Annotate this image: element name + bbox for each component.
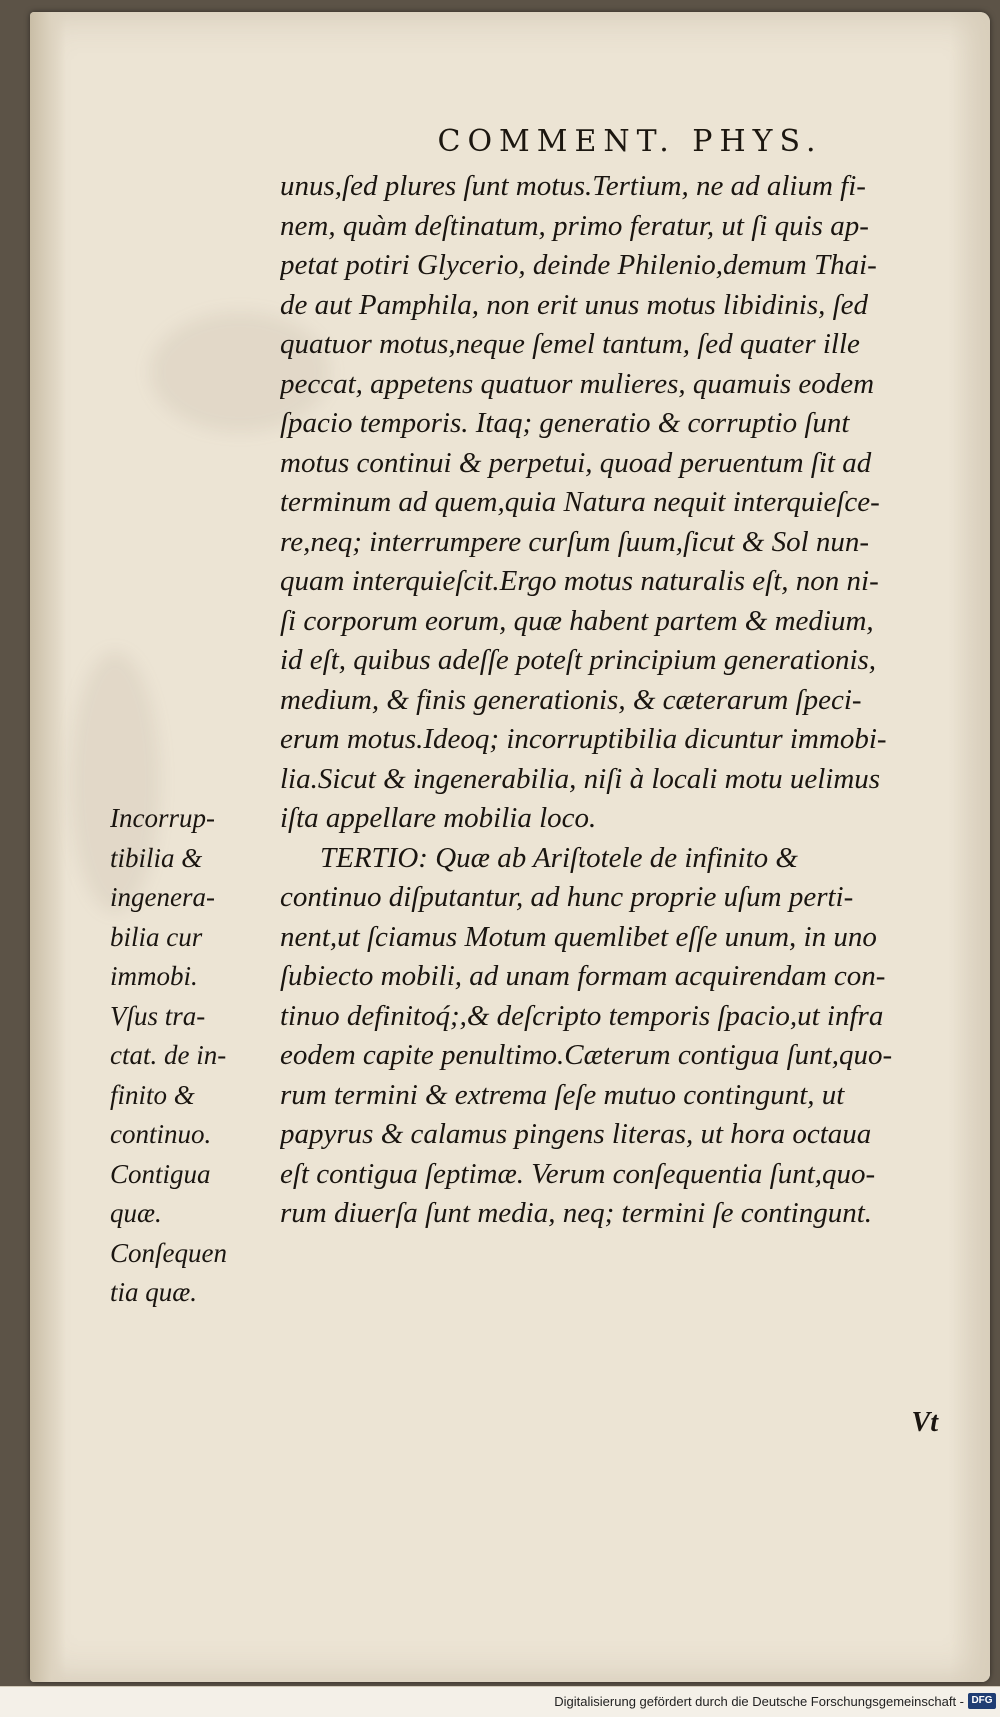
running-head: COMMENT. PHYS. <box>437 124 823 159</box>
marginal-note-line: Vſus tra- <box>110 1000 206 1031</box>
text-line: erum motus.Ideoq; incorruptibilia dicuntur immobi- <box>280 723 887 755</box>
marginal-note-line: Incorrup- <box>110 803 215 833</box>
text-line: rum diuerſa ſunt media, neq; termini ſe contingunt. <box>280 1197 873 1229</box>
text-line: peccat, appetens quatuor mulieres, quamuis eodem <box>280 367 875 400</box>
marginal-note-line: immobi. <box>110 961 198 991</box>
text-line: papyrus & calamus pingens literas, ut hora octaua <box>280 1118 872 1150</box>
marginal-note-line: ctat. de in- <box>110 1040 227 1070</box>
marginal-note-line: quæ. <box>110 1198 162 1228</box>
main-text-block <box>280 167 940 1234</box>
funding-credit: Digitalisierung gefördert durch die Deutsche Forschungsgemeinschaft - <box>554 1694 964 1709</box>
text-line: eſt contigua ſeptimæ. Verum conſequentia ſunt,quo- <box>280 1157 876 1190</box>
marginal-note-line: continuo. <box>110 1119 212 1149</box>
marginal-note-line: bilia cur <box>110 921 203 952</box>
page-gutter <box>30 12 66 1682</box>
marginal-note-line: tibilia & <box>110 842 203 873</box>
digitization-footer <box>0 1686 1000 1717</box>
text-line: motus continui & perpetui, quoad peruentum ſit ad <box>280 446 872 479</box>
text-line: continuo diſputantur, ad hunc proprie uſum perti- <box>280 881 854 913</box>
text-line: terminum ad quem,quia Natura nequit interquieſce- <box>280 486 880 518</box>
text-line: lia.Sicut & ingenerabilia, niſi à locali motu uelimus <box>280 762 881 795</box>
marginal-note-line: Conſequen <box>110 1237 227 1268</box>
marginal-note-line: tia quæ. <box>110 1277 198 1307</box>
text-line: quam interquieſcit.Ergo motus naturalis eſt, non ni- <box>280 565 879 597</box>
text-line: medium, & finis generationis, & cæterarum ſpeci- <box>280 683 862 716</box>
text-line: de aut Pamphila, non erit unus motus libidinis, ſed <box>280 288 869 321</box>
text-line: nent,ut ſciamus Motum quemlibet eſſe unum, in uno <box>280 920 877 953</box>
text-line: re,neq; interrumpere curſum ſuum,ſicut & Sol nun- <box>280 525 870 558</box>
text-line-section-start: TERTIO: Quæ ab Ariſtotele de infinito & <box>320 841 798 874</box>
text-line: unus,ſed plures ſunt motus.Tertium, ne ad alium fi- <box>280 170 866 202</box>
text-line: id eſt, quibus adeſſe poteſt principium generationis, <box>280 644 877 676</box>
text-line: ſpacio temporis. Itaq; generatio & corruptio ſunt <box>280 407 850 439</box>
text-line: iſta appellare mobilia loco. <box>280 802 597 834</box>
text-line: ſubiecto mobili, ad unam formam acquirendam con- <box>280 960 886 992</box>
text-line: ſi corporum eorum, quæ habent partem & medium, <box>280 604 874 637</box>
marginal-note-line: Contigua <box>110 1158 211 1189</box>
marginal-note-line: finito & <box>110 1079 195 1110</box>
text-line: tinuo definitoq́;,& deſcripto temporis ſpacio,ut infra <box>280 999 884 1032</box>
book-page <box>30 12 990 1682</box>
dfg-logo-icon: DFG <box>968 1693 996 1709</box>
text-line: quatuor motus,neque ſemel tantum, ſed quater ille <box>280 328 860 360</box>
marginal-note-line: ingenera- <box>110 882 215 912</box>
catchword: Vt <box>911 1407 938 1438</box>
text-line: eodem capite penultimo.Cæterum contigua ſunt,quo- <box>280 1039 893 1071</box>
text-line: nem, quàm deſtinatum, primo feratur, ut ſi quis ap- <box>280 209 869 242</box>
text-line: petat potiri Glycerio, deinde Philenio,demum Thai- <box>280 249 877 281</box>
page-edge-shade <box>950 12 990 1682</box>
marginal-notes <box>110 799 270 1313</box>
text-line: rum termini & extrema ſeſe mutuo contingunt, ut <box>280 1078 845 1111</box>
